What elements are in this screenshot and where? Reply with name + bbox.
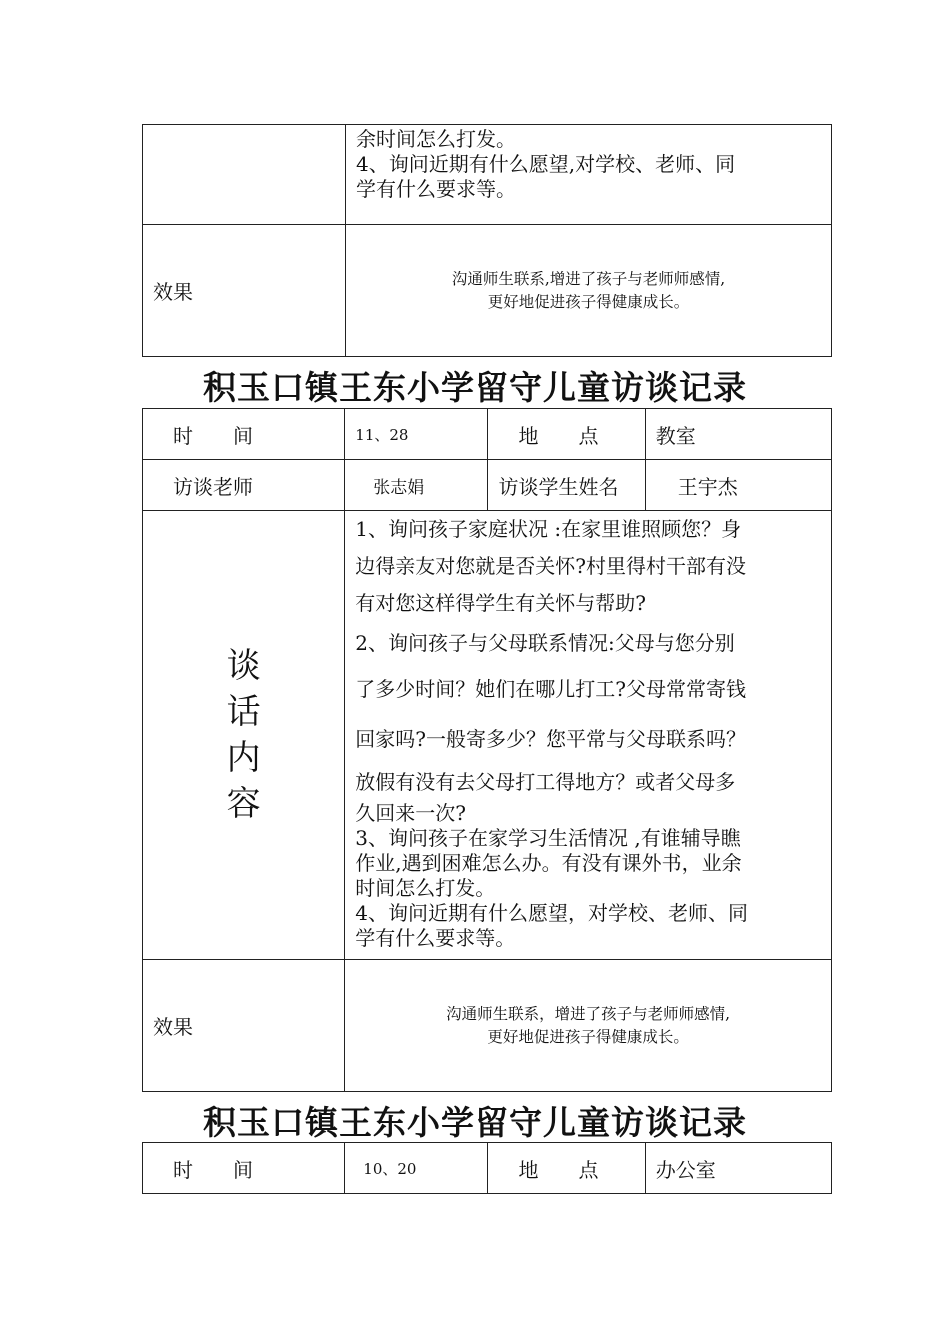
- record1-tail-table: [142, 124, 832, 357]
- place-label: 地 点: [488, 1143, 645, 1194]
- effect-line: 更好地促进孩子得健康成长。: [487, 1027, 689, 1046]
- effect-text: [346, 225, 832, 357]
- effect-line: 更好地促进孩子得健康成长。: [487, 292, 690, 311]
- record3-table: [142, 1142, 832, 1194]
- content-line: 学有什么要求等。: [355, 926, 516, 950]
- content-line: 4、询问近期有什么愿望，对学校、老师、同: [355, 901, 749, 925]
- student-label: 访谈学生姓名: [488, 460, 645, 511]
- record-title: 积玉口镇王东小学留守儿童访谈记录: [203, 1103, 747, 1142]
- time-label: 时 间: [143, 1143, 345, 1194]
- place-value: 办公室: [645, 1143, 831, 1194]
- content-line: 3、询问孩子在家学习生活情况 ,有谁辅导瞧: [355, 826, 741, 850]
- record2-table: [142, 408, 832, 1092]
- content-line: 1、询问孩子家庭状况 :在家里谁照顾您？身: [355, 517, 742, 541]
- effect-line: 沟通师生联系,增进了孩子与老师师感情,: [451, 269, 726, 288]
- content-line: 4、询问近期有什么愿望,对学校、老师、同: [356, 152, 736, 176]
- teacher-label: 访谈老师: [143, 460, 345, 511]
- record1-content-cell: [346, 125, 832, 225]
- content-label-char: 话: [226, 692, 261, 732]
- content-line: 久回来一次?: [355, 801, 467, 825]
- teacher-value: 张志娟: [345, 460, 488, 511]
- student-value: 王宇杰: [645, 460, 831, 511]
- time-value: 10、20: [345, 1143, 488, 1194]
- place-value: 教室: [645, 409, 831, 460]
- content-line: 学有什么要求等。: [356, 177, 516, 201]
- place-label: 地 点: [488, 409, 645, 460]
- content-label-char: 谈: [226, 646, 261, 686]
- effect-label: 效果: [143, 960, 345, 1092]
- content-line: 有对您这样得学生有关怀与帮助?: [355, 591, 647, 615]
- content-line: 回家吗?一般寄多少？您平常与父母联系吗？: [355, 727, 747, 751]
- effect-label: 效果: [143, 225, 346, 357]
- record2-content-cell: [345, 511, 832, 960]
- content-label-char: 内: [226, 738, 261, 778]
- time-label: 时 间: [143, 409, 345, 460]
- time-value: 11、28: [345, 409, 488, 460]
- content-line: 了多少时间？她们在哪儿打工?父母常常寄钱: [355, 677, 747, 701]
- content-line: 时间怎么打发。: [355, 876, 496, 900]
- content-line: 余时间怎么打发。: [356, 127, 516, 151]
- effect-line: 沟通师生联系，增进了孩子与老师师感情,: [446, 1004, 731, 1023]
- content-line: 作业,遇到困难怎么办。有没有课外书，业余: [355, 851, 742, 875]
- content-line: 放假有没有去父母打工得地方？或者父母多: [355, 770, 736, 794]
- record-title: 积玉口镇王东小学留守儿童访谈记录: [203, 368, 747, 407]
- content-label: [143, 511, 345, 960]
- record1-content-label-cell: [143, 125, 346, 225]
- content-line: 2、询问孩子与父母联系情况:父母与您分别: [355, 631, 735, 655]
- content-line: 边得亲友对您就是否关怀?村里得村干部有没: [355, 554, 747, 578]
- content-label-char: 容: [226, 784, 261, 824]
- effect-text: [345, 960, 832, 1092]
